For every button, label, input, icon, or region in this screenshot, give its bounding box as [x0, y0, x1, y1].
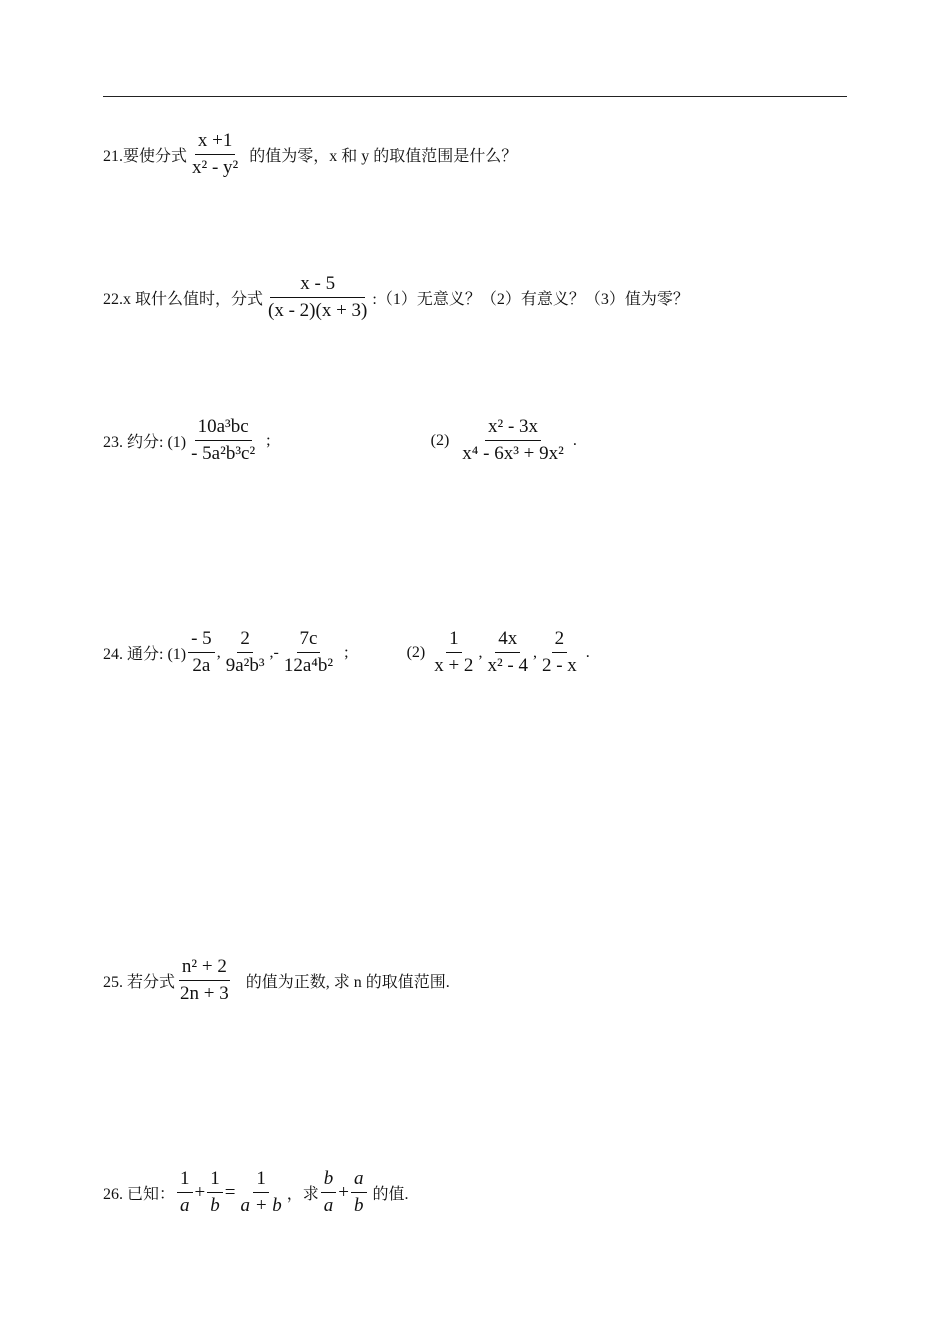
q26-mid: ，求 [286, 1186, 319, 1203]
q24-separator: ; [344, 643, 349, 661]
q25-denominator: 2n + 3 [180, 983, 229, 1004]
q26-fraction-c [237, 1166, 284, 1219]
q24-fraction-e [484, 626, 531, 679]
q26-d-numerator: b [321, 1166, 337, 1193]
q26-a-denominator: a [180, 1195, 190, 1216]
question-21 [103, 128, 517, 181]
q26-prefix: 26. 已知： [103, 1186, 176, 1203]
header-rule [103, 96, 847, 97]
q21-suffix: 的值为零，x 和 y 的取值范围是什么？ [249, 148, 518, 165]
q24-c-numerator: 7c [297, 626, 321, 653]
q24-comma-4: , [532, 643, 537, 661]
q24-end: . [585, 643, 590, 661]
q22-denominator: (x - 2)(x + 3) [268, 300, 368, 321]
q26-a-numerator: 1 [177, 1166, 193, 1193]
q24-fraction-f [539, 626, 580, 679]
q24-e-denominator: x² - 4 [487, 655, 528, 676]
q23-prefix: 23. 约分: (1) [103, 434, 187, 451]
question-24 [103, 626, 590, 679]
q23-fraction-1 [188, 414, 258, 467]
q21-denominator: x² - y² [192, 157, 239, 178]
q24-a-denominator: 2a [192, 655, 211, 676]
q23-f1-numerator: 10a³bc [195, 414, 252, 441]
q23-f2-numerator: x² - 3x [485, 414, 541, 441]
q21-numerator: x +1 [195, 128, 235, 155]
q22-fraction [265, 271, 370, 324]
q23-f1-denominator: - 5a²b³c² [191, 443, 256, 464]
q24-fraction-c [281, 626, 336, 679]
q24-e-numerator: 4x [495, 626, 520, 653]
q26-suffix: 的值. [372, 1186, 409, 1203]
q24-d-denominator: x + 2 [434, 655, 474, 676]
q24-a-numerator: - 5 [188, 626, 215, 653]
q21-fraction [189, 128, 241, 181]
question-22 [103, 271, 689, 324]
q21-prefix: 21.要使分式 [103, 148, 188, 165]
q26-c-denominator: a + b [240, 1195, 282, 1216]
question-23 [103, 414, 577, 467]
q23-part2-label: (2) [430, 431, 450, 449]
q26-plus-2: + [338, 1181, 350, 1203]
q26-fraction-e [351, 1166, 367, 1219]
q24-comma-1: , [216, 643, 221, 661]
q23-f2-denominator: x⁴ - 6x³ + 9x² [462, 443, 564, 464]
question-25 [103, 954, 450, 1007]
q24-f-denominator: 2 - x [541, 655, 577, 676]
q26-c-numerator: 1 [253, 1166, 269, 1193]
q24-fraction-a [188, 626, 215, 679]
q24-comma-2: ,- [269, 643, 279, 661]
q24-b-numerator: 2 [237, 626, 253, 653]
q24-comma-3: , [478, 643, 483, 661]
q26-b-numerator: 1 [207, 1166, 223, 1193]
q23-fraction-2 [459, 414, 567, 467]
q24-d-numerator: 1 [446, 626, 462, 653]
q25-numerator: n² + 2 [179, 954, 230, 981]
q26-fraction-a [177, 1166, 193, 1219]
q24-fraction-b [223, 626, 268, 679]
q25-fraction [177, 954, 232, 1007]
q26-fraction-b [207, 1166, 223, 1219]
q26-e-numerator: a [351, 1166, 367, 1193]
q24-prefix: 24. 通分: (1) [103, 646, 187, 663]
question-26 [103, 1166, 409, 1219]
q24-fraction-d [431, 626, 476, 679]
q22-prefix: 22.x 取什么值时，分式 [103, 291, 264, 308]
q26-plus-1: + [194, 1181, 206, 1203]
q24-f-numerator: 2 [552, 626, 568, 653]
q26-equals: = [224, 1181, 236, 1203]
q24-c-denominator: 12a⁴b² [283, 655, 334, 676]
q25-prefix: 25. 若分式 [103, 974, 176, 991]
q26-d-denominator: a [323, 1195, 334, 1216]
q26-e-denominator: b [354, 1195, 364, 1216]
q22-suffix: :（1）无意义？（2）有意义？（3）值为零？ [372, 291, 689, 308]
q23-end: . [572, 431, 577, 449]
q24-part2-label: (2) [406, 643, 426, 661]
q26-fraction-d [321, 1166, 337, 1219]
q23-separator: ; [266, 431, 271, 449]
q25-suffix: 的值为正数, 求 n 的取值范围. [245, 974, 450, 991]
q24-b-denominator: 9a²b³ [225, 655, 265, 676]
q22-numerator: x - 5 [270, 271, 365, 298]
q26-b-denominator: b [210, 1195, 220, 1216]
